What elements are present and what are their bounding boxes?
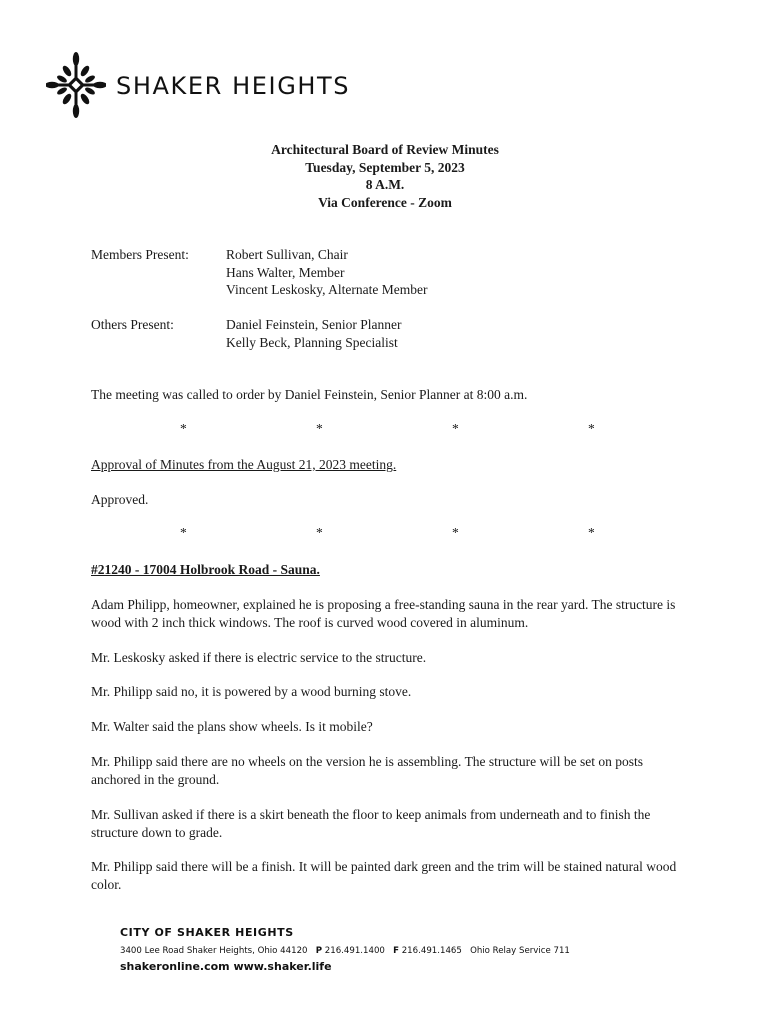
attendance-section — [91, 246, 428, 351]
members-present-label: Members Present: — [91, 247, 189, 262]
footer-websites: shakeronline.com www.shaker.life — [120, 960, 332, 973]
meeting-date: Tuesday, September 5, 2023 — [305, 159, 465, 175]
others-present-row — [91, 316, 428, 351]
member-name: Robert Sullivan, Chair — [226, 247, 348, 262]
footer-contact-line — [120, 946, 570, 956]
call-to-order-text: The meeting was called to order by Daniel Feinstein, Senior Planner at 8:00 a.m. — [91, 387, 528, 402]
case-paragraph: Mr. Walter said the plans show wheels. Is it mobile? — [91, 719, 373, 734]
separator-star: * — [452, 525, 459, 540]
separator-star: * — [452, 421, 459, 436]
other-attendee-name: Daniel Feinstein, Senior Planner — [226, 317, 402, 332]
others-list — [226, 316, 401, 351]
others-present-label: Others Present: — [91, 317, 174, 332]
document-title: Architectural Board of Review Minutes — [271, 142, 499, 157]
section-separator — [0, 525, 770, 543]
case-paragraph: Mr. Philipp said there will be a finish. It will be painted dark green and the trim will be stained natural wood color. — [91, 859, 677, 892]
separator-star: * — [316, 525, 323, 540]
section-separator — [0, 421, 770, 439]
separator-star: * — [588, 525, 595, 540]
separator-star: * — [316, 421, 323, 436]
city-logo — [46, 52, 350, 118]
footer-fax: 216.491.1465 — [401, 946, 462, 956]
case-paragraph: Mr. Philipp said no, it is powered by a wood burning stove. — [91, 684, 412, 699]
footer-phone-label: P — [315, 946, 323, 956]
case-paragraph: Mr. Philipp said there are no wheels on the version he is assembling. The structure will be set on posts anchored in the ground. — [91, 754, 644, 787]
members-present-row — [91, 246, 428, 299]
case-paragraph: Mr. Sullivan asked if there is a skirt beneath the floor to keep animals from underneath and to finish the structure down to grade. — [91, 807, 651, 840]
meeting-venue: Via Conference - Zoom — [318, 194, 452, 210]
member-name: Hans Walter, Member — [226, 264, 345, 280]
case-heading: #21240 - 17004 Holbrook Road - Sauna. — [91, 562, 320, 577]
case-paragraph: Mr. Leskosky asked if there is electric service to the structure. — [91, 650, 427, 665]
separator-star: * — [180, 525, 187, 540]
other-attendee-name: Kelly Beck, Planning Specialist — [226, 334, 398, 350]
snowflake-leaf-emblem-icon — [46, 52, 106, 118]
members-list — [226, 246, 428, 299]
footer-relay-service: Ohio Relay Service 711 — [470, 946, 570, 956]
logo-wordmark: SHAKER HEIGHTS — [116, 72, 351, 100]
meeting-time: 8 A.M. — [365, 177, 405, 192]
page-footer — [120, 926, 570, 973]
separator-star: * — [180, 421, 187, 436]
document-title-block — [0, 141, 770, 211]
footer-fax-label: F — [393, 946, 399, 956]
minutes-approval-result: Approved. — [91, 492, 149, 507]
footer-address: 3400 Lee Road Shaker Heights, Ohio 44120 — [120, 946, 308, 956]
member-name: Vincent Leskosky, Alternate Member — [226, 282, 428, 297]
separator-star: * — [588, 421, 595, 436]
footer-city-name: CITY OF SHAKER HEIGHTS — [120, 926, 294, 939]
footer-phone: 216.491.1400 — [324, 946, 385, 956]
case-paragraph: Adam Philipp, homeowner, explained he is proposing a free-standing sauna in the rear yard. The structure is wood with 2 inch thick windows. The roof is curved wood covered in aluminum. — [91, 597, 676, 630]
minutes-approval-heading: Approval of Minutes from the August 21, 2023 meeting. — [91, 457, 397, 472]
